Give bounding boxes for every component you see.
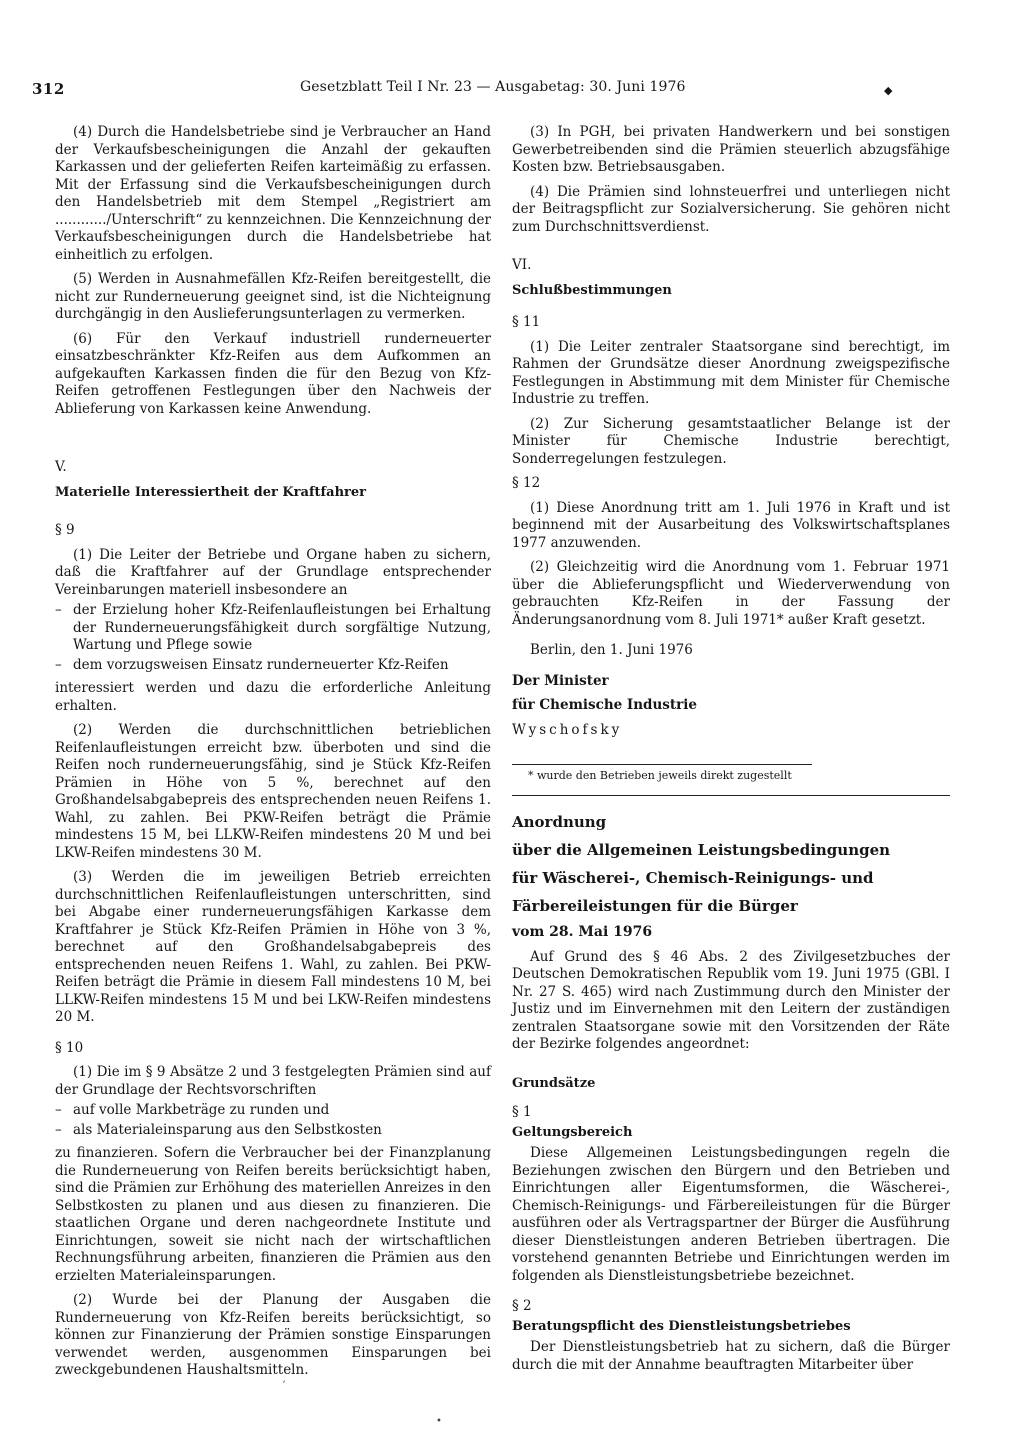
section-1-text: Diese Allgemeinen Leistungsbedingungen regeln die Beziehungen zwischen den Bürgern und den Betrieben und Einrichtungen aller Eigentumsformen, die Wäscherei-, Chemisch-Reinigungs- und Färbereileistungen für die Bürger ausführen oder als Vertragspartner der Bürger die Ausführung dieser Dienstleistungen anderen Betrieben übertragen. Die vorstehend genannten Betriebe und Einrichtungen werden im folgenden als Dienstleistungsbetriebe bezeichnet. [512,1145,950,1284]
paragraph-10-3: (3) In PGH, bei privaten Handwerkern und bei sonstigen Gewerbetreibenden sind die Prämien steuerlich abzugsfähige Kosten bzw. Betriebsausgaben. [512,124,950,175]
section-9-heading: § 9 [55,522,75,538]
section-vi-title: Schlußbestimmungen [512,282,672,298]
section-1-heading: § 1 [512,1104,532,1120]
section-vi-number: VI. [512,257,532,273]
paragraph-8-4: (4) Durch die Handelsbetriebe sind je Verbraucher an Hand der Verkaufsbescheinigungen die Anzahl der gekauften Karkassen und der gelieferten Reifen karteimäßig zu erfassen. Mit der Erfassung sind die Verkaufsbescheinigungen durch den Handelsbetrieb mit dem Stempel „Registriert am ............/Unterschrift“ zu kennzeichnen. Die Kennzeichnung der Verkaufsbescheinigungen durch die Handelsbetriebe hat einheitlich zu erfolgen. [55,124,491,263]
section-divider [512,795,950,796]
paragraph-9-2: (2) Werden die durchschnittlichen betrieblichen Reifenlaufleistungen erreicht bzw. überboten und sind die Reifen noch runderneuerungsfähig, sind je Stück Kfz-Reifen Prämien in Höhe von 5 %, berechnet auf den Großhandelsabgabepreis des entsprechenden neuen Reifens 1. Wahl, zu zahlen. Bei PKW-Reifen beträgt die Prämie mindestens 15 M, bei LLKW-Reifen mindestens 20 M und bei LKW-Reifen mindestens 30 M. [55,722,491,861]
paragraph-8-5: (5) Werden in Ausnahmefällen Kfz-Reifen bereitgestellt, die nicht zur Runderneuerung geeignet sind, ist die Nichteignung durchgängig in den Auslieferungsunterlagen zu vermerken. [55,271,491,322]
ordinance-title-line3: für Wäscherei-, Chemisch-Reinigungs- und [512,869,874,887]
paragraph-10-2: (2) Wurde bei der Planung der Ausgaben die Runderneuerung von Kfz-Reifen bereits berücksichtigt, so können zur Finanzierung der Prämien sonstige Einsparungen verwendet werden, ausgenommen Einsparungen bei zweckgebundenen Haushaltsmitteln. [55,1292,491,1378]
paragraph-10-1-end: zu finanzieren. Sofern die Verbraucher bei der Finanzplanung die Runderneuerung von Reifen bereits berücksichtigt haben, sind die Prämien zur Erhöhung des materiellen Anreizes in den Selbstkosten zu planen und aus diesen zu finanzieren. Die staatlichen Organe und deren nachgeordnete Institute und Einrichtungen, soweit sie nicht nach der wirtschaftlichen Rechnungsführung arbeiten, finanzieren die Prämien aus den erzielten Materialeinsparungen. [55,1145,491,1284]
scan-speck: ʼ [282,1380,286,1391]
left-column [55,124,491,1387]
paragraph-8-6: (6) Für den Verkauf industriell runderneuerter einsatzbeschränkter Kfz-Reifen aus dem Aufkommen an aufgekauften Karkassen finden die für den Bezug von Kfz-Reifen getroffenen Festlegungen über den Nachweis der Ablieferung von Karkassen keine Anwendung. [55,330,491,417]
footnote-divider [512,764,812,765]
paragraph-9-3: (3) Werden die im jeweiligen Betrieb erreichten durchschnittlichen Reifenlaufleistungen unterschritten, sind bei Abgabe einer runderneuerungsfähigen Karkasse dem Kraftfahrer je Stück Kfz-Reifen Prämien in Höhe von 3 %, berechnet auf den Großhandelsabgabepreis des entsprechenden neuen Reifens 1. Wahl, zu zahlen. Bei PKW-Reifen beträgt die Prämie in diesem Fall mindestens 10 M, bei LLKW-Reifen mindestens 15 M und bei LKW-Reifen mindestens 20 M. [55,869,491,1025]
footnote: * wurde den Betrieben jeweils direkt zugestellt [528,769,792,782]
right-column [512,124,950,1381]
ordinance-title-line1: Anordnung [512,813,607,831]
page-number: 312 [32,80,65,98]
list-item: – der Erzielung hoher Kfz-Reifenlaufleistungen bei Erhaltung der Runderneuerungsfähigkeit durch sorgfältige Nutzung, Wartung und Pflege sowie [55,602,491,653]
ordinance-title-line2: über die Allgemeinen Leistungsbedingungen [512,841,891,859]
paragraph-9-1: (1) Die Leiter der Betriebe und Organe haben zu sichern, daß die Kraftfahrer auf der Grundlage entsprechender Vereinbarungen materiell insbesondere an [55,546,491,598]
list-item: – auf volle Markbeträge zu runden und [55,1102,330,1118]
paragraph-10-1: (1) Die im § 9 Absätze 2 und 3 festgelegten Prämien sind auf der Grundlage der Rechtsvorschriften [55,1064,491,1098]
running-header: Gesetzblatt Teil I Nr. 23 — Ausgabetag: 30. Juni 1976 [300,79,686,95]
section-2-title: Beratungspflicht des Dienstleistungsbetriebes [512,1318,851,1334]
paragraph-9-1-end: interessiert werden und dazu die erforderliche Anleitung erhalten. [55,680,491,714]
heading-grundsaetze: Grundsätze [512,1075,596,1091]
section-1-title: Geltungsbereich [512,1124,633,1140]
paragraph-11-1: (1) Die Leiter zentraler Staatsorgane sind berechtigt, im Rahmen der Grundsätze dieser Anordnung zweigspezifische Festlegungen in Abstimmung mit dem Minister für Chemische Industrie zu treffen. [512,338,950,407]
section-2-heading: § 2 [512,1298,532,1314]
paragraph-12-1: (1) Diese Anordnung tritt am 1. Juli 1976 in Kraft und ist beginnend mit der Ausarbeitung des Volkswirtschaftsplanes 1977 anzuwenden. [512,499,950,551]
ordinance-preamble: Auf Grund des § 46 Abs. 2 des Zivilgesetzbuches der Deutschen Demokratischen Republik vom 19. Juni 1975 (GBl. I Nr. 27 S. 465) wird nach Zustimmung durch den Minister der Justiz und im Einvernehmen mit den Leitern der zuständigen zentralen Staatsorgane sowie mit den Vorsitzenden der Räte der Bezirke folgendes angeordnet: [512,948,950,1052]
scan-speck: • [436,1416,442,1427]
signer-title-line2: für Chemische Industrie [512,697,697,713]
paragraph-9-1-list [55,602,491,674]
paragraph-10-4: (4) Die Prämien sind lohnsteuerfrei und unterliegen nicht der Beitragspflicht zur Sozialversicherung. Sie gehören nicht zum Durchschnittsverdienst. [512,183,950,235]
list-item: – als Materialeinsparung aus den Selbstkosten [55,1121,382,1138]
section-2-text: Der Dienstleistungsbetrieb hat zu sichern, daß die Bürger durch die mit der Annahme beauftragten Mitarbeiter über [512,1339,950,1373]
section-12-heading: § 12 [512,475,541,491]
section-10-heading: § 10 [55,1039,84,1056]
signer-title-line1: Der Minister [512,672,609,689]
paragraph-12-2: (2) Gleichzeitig wird die Anordnung vom 1. Februar 1971 über die Ablieferungspflicht und Wiederverwendung von gebrauchten Kfz-Reifen in der Fassung der Änderungsanordnung vom 8. Juli 1971* außer Kraft gesetzt. [512,559,950,628]
paragraph-10-1-list [55,1102,491,1139]
paragraph-11-2: (2) Zur Sicherung gesamtstaatlicher Belange ist der Minister für Chemische Industrie berechtigt, Sonderregelungen festzulegen. [512,415,950,467]
section-v-number: V. [55,459,67,475]
header-mark: ◆ [884,84,893,97]
ordinance-title-line4: Färbereileistungen für die Bürger [512,897,798,915]
ordinance-date: vom 28. Mai 1976 [512,924,653,940]
section-v-title: Materielle Interessiertheit der Kraftfahrer [55,484,366,500]
signer-name: Wyschofsky [512,721,623,738]
list-item: – dem vorzugsweisen Einsatz runderneuerter Kfz-Reifen [55,656,449,673]
section-11-heading: § 11 [512,314,541,330]
place-date: Berlin, den 1. Juni 1976 [530,642,693,658]
